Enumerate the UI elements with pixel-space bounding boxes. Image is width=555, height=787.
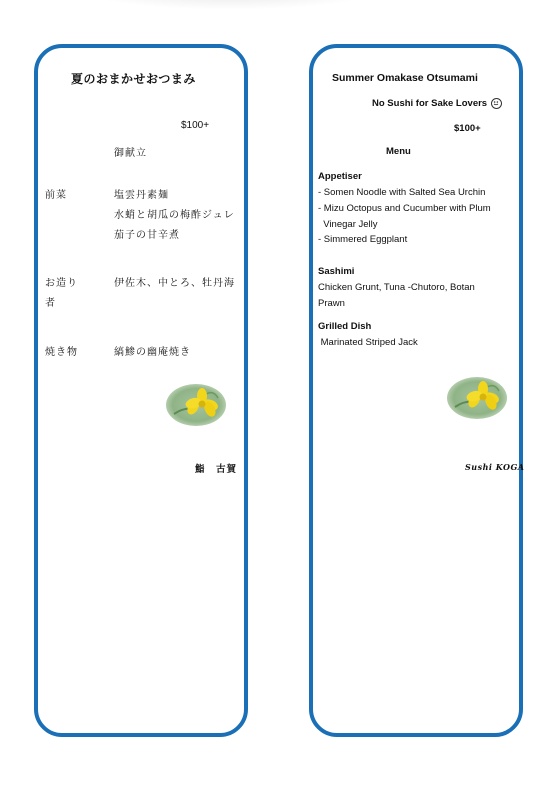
subtitle-text: No Sushi for Sake Lovers	[372, 98, 488, 110]
english-menu-card	[309, 44, 523, 737]
item-jp: 縞鯵の幽庵焼き	[114, 347, 191, 358]
item-en: - Somen Noodle with Salted Sea Urchin	[318, 187, 486, 198]
section-heading-grilled-en: Grilled Dish	[318, 321, 372, 332]
price-jp: $100+	[181, 120, 210, 131]
menu-title-en: Summer Omakase Otsumami	[332, 72, 478, 84]
menu-heading-jp: 御献立	[114, 148, 147, 159]
item-jp: 水蛸と胡瓜の梅酢ジュレ	[114, 210, 235, 221]
menu-title-jp: 夏のおまかせおつまみ	[71, 72, 196, 86]
page-shadow	[80, 0, 380, 10]
section-heading-grilled-jp: 焼き物	[45, 347, 78, 358]
item-jp: 伊佐木、中とろ、牡丹海	[114, 278, 235, 289]
item-en: Chicken Grunt, Tuna -Chutoro, Botan	[318, 282, 475, 293]
item-en: - Mizu Octopus and Cucumber with Plum	[318, 203, 491, 214]
signature-en: Sushi KOGA	[465, 462, 525, 472]
section-heading-sashimi-en: Sashimi	[318, 266, 355, 277]
item-en: - Simmered Eggplant	[318, 234, 408, 245]
signature-jp: 鮨 古賀	[195, 464, 238, 475]
section-heading-appetiser-jp: 前菜	[45, 190, 67, 201]
price-en: $100+	[454, 123, 481, 134]
menu-heading-en: Menu	[386, 146, 411, 157]
japanese-menu-card	[34, 44, 248, 737]
item-en: Marinated Striped Jack	[318, 337, 418, 348]
section-heading-sashimi-jp-cont: 者	[45, 298, 56, 309]
cucumber-flower-icon	[447, 377, 507, 419]
item-jp: 塩雲丹素麺	[114, 190, 169, 201]
subtitle-en	[372, 98, 502, 109]
section-heading-sashimi-jp: お造り	[45, 278, 78, 289]
item-en: Prawn	[318, 298, 345, 309]
item-en: Vinegar Jelly	[318, 219, 378, 230]
cucumber-flower-icon	[166, 384, 226, 426]
smiley-icon	[491, 98, 502, 109]
item-jp: 茄子の甘辛煮	[114, 230, 180, 241]
section-heading-appetiser-en: Appetiser	[318, 171, 362, 182]
